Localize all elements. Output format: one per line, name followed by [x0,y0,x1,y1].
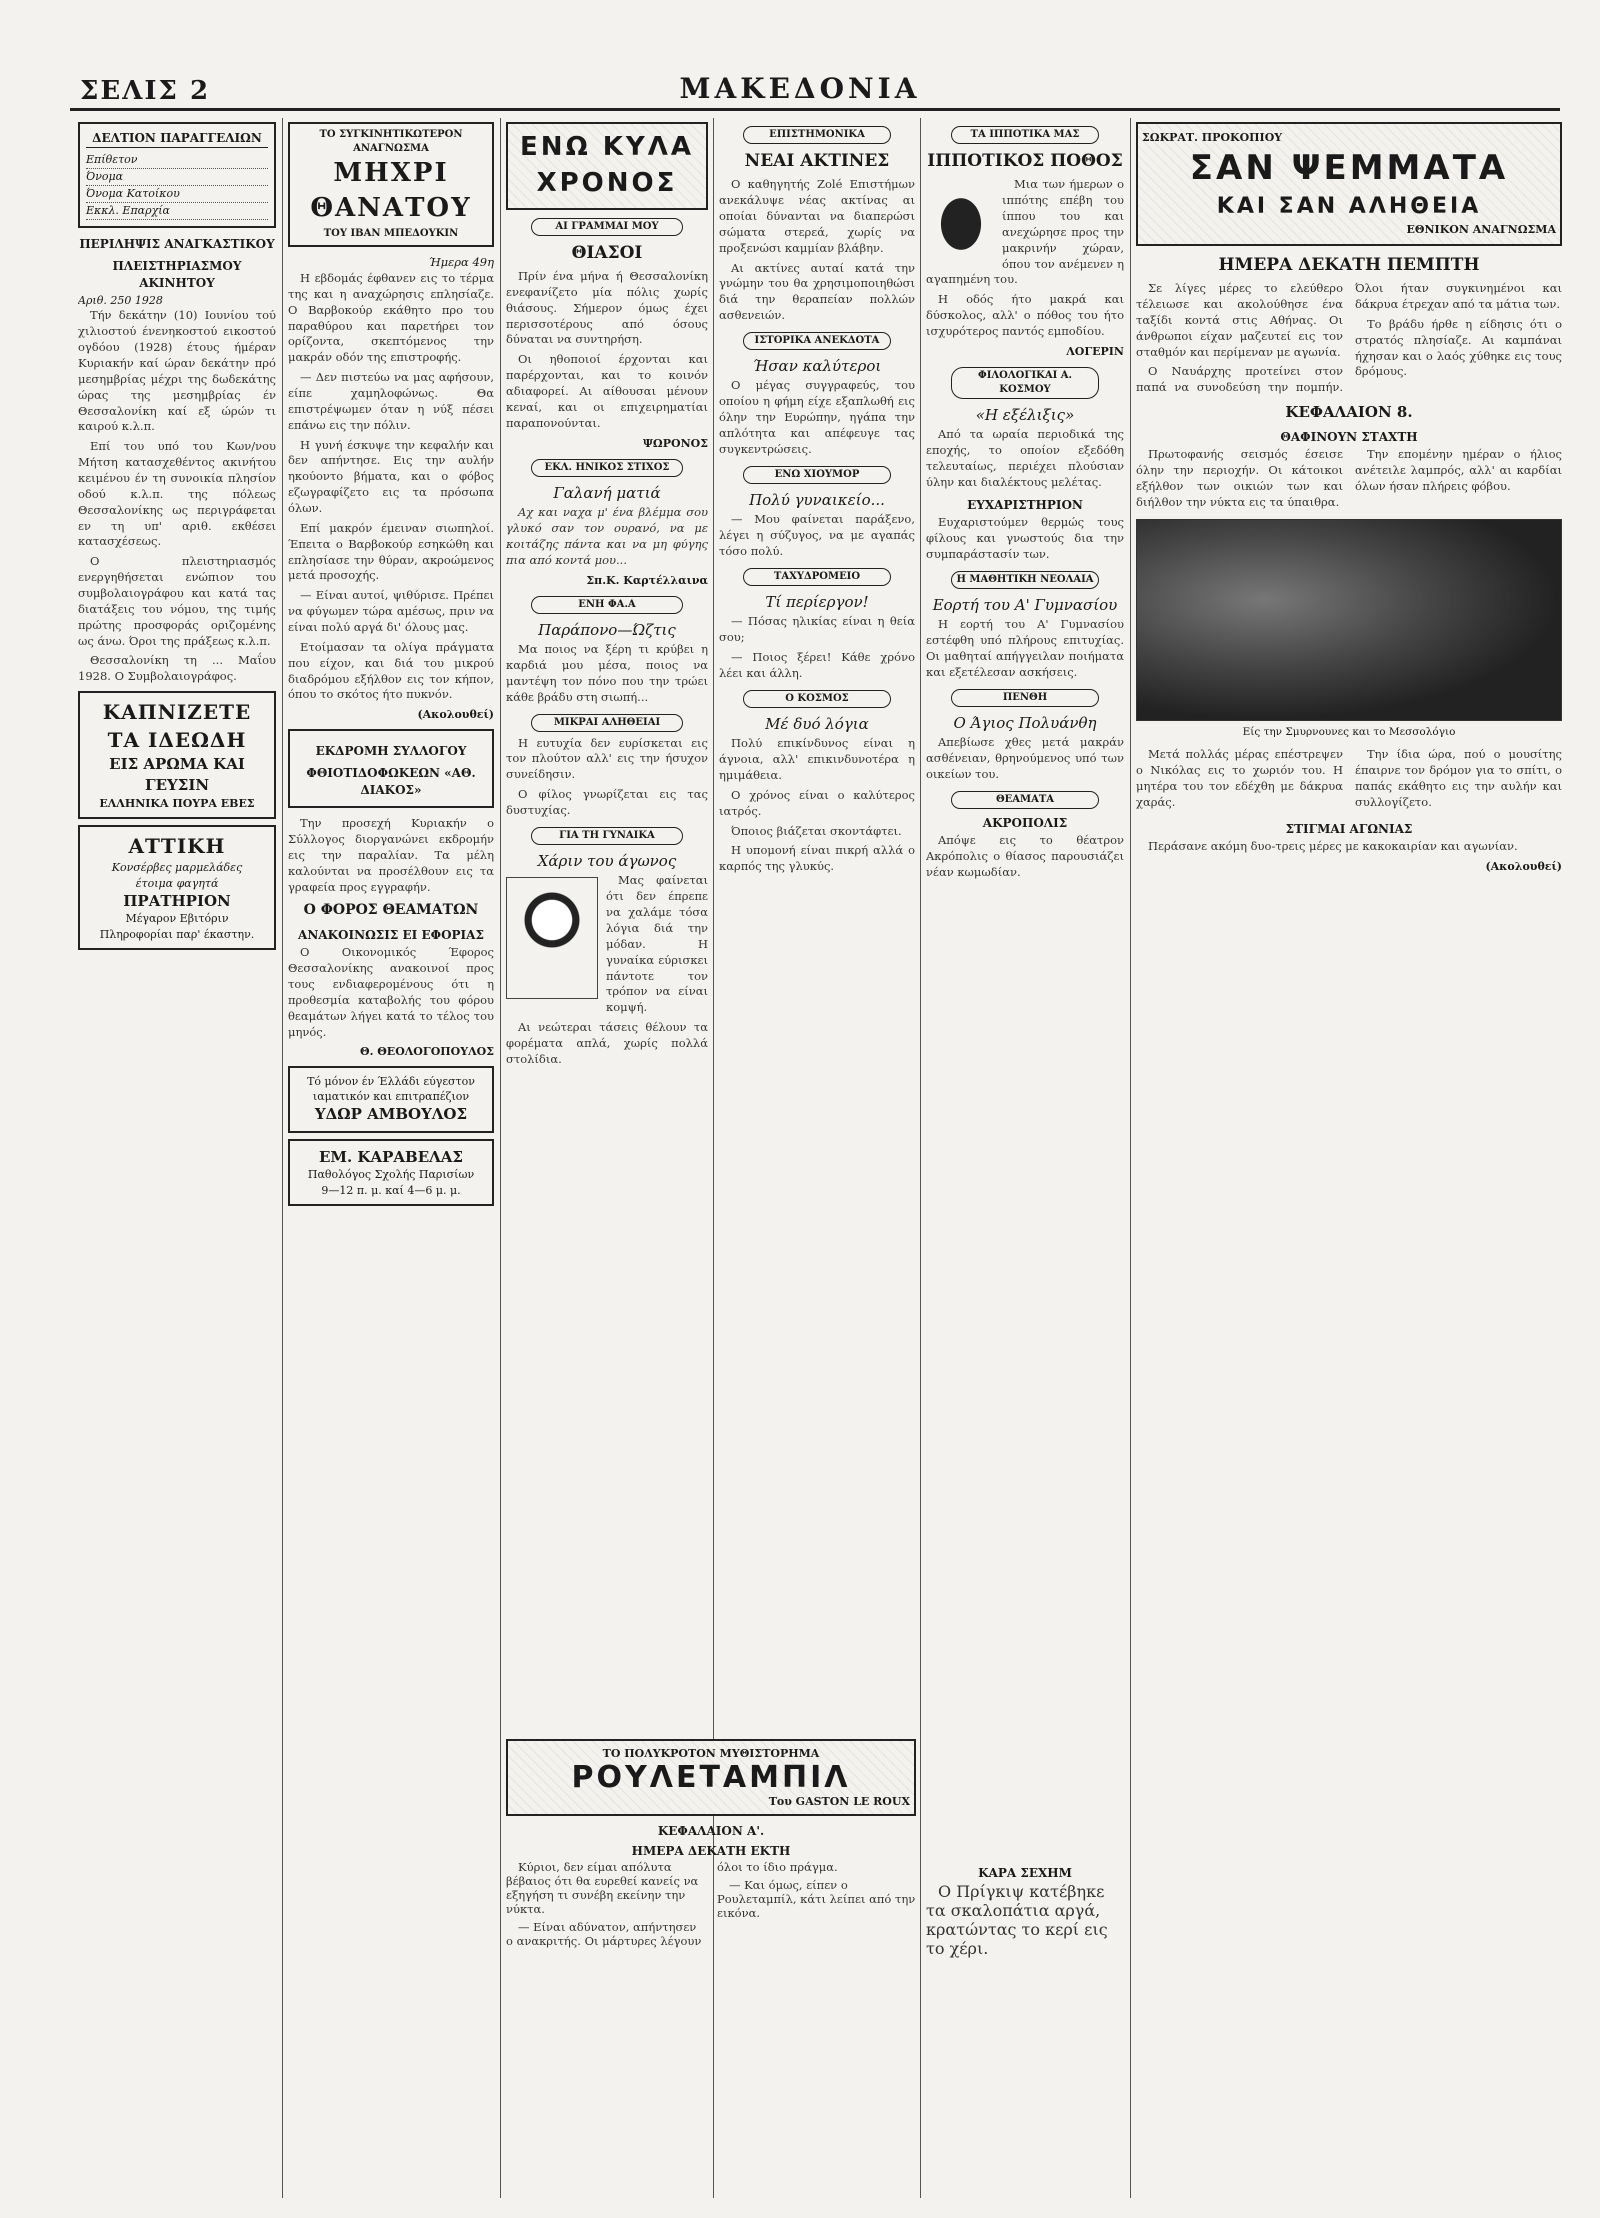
school-body: Η εορτή του Α' Γυμνασίου εστέφθη υπό πλήρους επιτυχίας. Οι μαθηταί απήγγειλαν ποιήματα και εξετέλεσαν ασκήσεις. [926,617,1124,679]
legal-notice-body: Τήν δεκάτην (10) Ιουνίου τού χιλιοστού ένενηκοστού εικοστού ογδόου (1928) έτους ήμέραν Κυριακήν καί ώραν δεκάτην πρό μεσημβρίας μέχρι της δωδεκάτης ώρας της μεσημβρίας έν Θεσσαλονίκη καί εξ ώρών τι καιρού κ.λ.π. Επί του υπό του Κων/νου Μήτση κατασχεθέντος ακινήτου κειμένου έν τη συνοικία πλησίον οδού κ.λ.π. της πόλεως Θεσσαλονίκης ως περιγράφεται εν τη υπ' αριθ. εκθέσει κατασχέσεως. Ο πλειστηριασμός ενεργηθήσεται ενώπιον του συμβολαιογράφου και κατά τας διατάξεις του νόμου, της τιμής πρώτης προσφοράς οριζομένης ως άνω. Όροι της πράξεως κ.λ.π. Θεσσαλονίκη τη ... Μαΐου 1928. Ο Συμβολαιογράφος. [78,308,276,684]
truths-body: Η ευτυχία δεν ευρίσκεται εις τον πλούτον αλλ' εις την ήσυχον συνείδησιν. Ο φίλος γνωρίζεται εις τας δυστυχίας. [506,735,708,818]
attiki-title: ΑΤΤΙΚΗ [128,833,226,858]
serial-day: Ήμερα 49η [428,255,494,270]
battle-scene-photo [1136,519,1562,721]
column-2 [288,118,494,2198]
roulettabille-header [506,1739,916,1816]
kara-section [926,1860,1124,1962]
kara-body: Ο Πρίγκιψ κατέβηκε τα σκαλοπάτια αργά, κρατώντας το κερί εις το χέρι. [926,1882,1108,1958]
theater-body: Απόψε εις το θέατρον Ακρόπολις ο θίασος παρουσιάζει νέαν κωμωδίαν. [926,833,1124,879]
tag-world: Ο ΚΟΣΜΟΣ [743,690,890,708]
tag-poem2: ΕΝΗ ΦΑ.Α [531,596,682,614]
thanks-title: ΕΥΧΑΡΙΣΤΗΡΙΟΝ [967,497,1083,512]
serial-title: ΜΗΧΡΙ ΘΑΝΑΤΟΥ [310,157,472,224]
philology-sub: «Η εξέλιξις» [975,405,1075,424]
attiki-ad [78,825,276,950]
standing-title: ΣΤΙΓΜΑΙ ΑΓΩΝΙΑΣ [1285,821,1413,836]
column-6 [1136,118,1562,2198]
poem1-title: Γαλανή ματιά [553,483,661,502]
section-title-thiasoi: ΘΙΑΣΟΙ [571,242,643,263]
chapter-body: Πρωτοφανής σεισμός έσεισε όλην την περιοχήν. Οι κάτοικοι εξήλθον των οικιών των και διήλθον την νύκτα εις τα ύπαιθρα. Την επομένην ημέραν ο ήλιος ανέτειλε λαμπρός, αλλ' αι καρδίαι όλων ήσαν πλήρεις φόβου. [1136,447,1562,509]
attiki-line: Κονσέρβες μαρμελάδες [111,861,243,875]
section-tag-letters: ΑΙ ΓΡΑΜΜΑΙ ΜΟΥ [531,218,682,236]
serial-body: Η εβδομάς έφθανεν εις το τέρμα της και η αναχώρησις επλησίαζε. Ο Βαρβοκούρ εκάθητο προ του παραθύρου και παρετήρει τον ορίζοντα, σκεπτόμενος την μακράν οδόν της επιστροφής. — Δεν πιστεύω να μας αφήσουν, είπε χαμηλοφώνως. Θα επιστρέψωμεν όταν η νύξ πέσει επάνω εις την πόλιν. Η γυνή έσκυψε την κεφαλήν και δεν απήντησε. Εις την αυλήν ηκούοντο βήματα, και ο φόβος εζωγραφίζετο εις τα πρόσωπα όλων. Επί μακρόν έμειναν σιωπηλοί. Έπειτα ο Βαρβοκούρ εσηκώθη και επλησίασε την θύραν, ακροώμενος μετά προσοχής. — Είναι αυτοί, ψιθύρισε. Πρέπει να φύγωμεν τώρα αμέσως, πριν να είναι πολύ αργά δι' όλους μας. Ετοίμασαν τα ολίγα πράγματα που είχον, και διά του μικρού διαδρόμου εξήλθον εις τον κήπον, όπου το σκότος ήτο πυκνόν. [288,271,494,702]
thiasoi-sign: ΨΩΡΟΝΟΣ [642,436,708,450]
thanks-body: Ευχαριστούμεν θερμώς τους φίλους και γνωστούς δια την συμπαράστασίν των. [926,515,1124,561]
history-body: Ο μέγας συγγραφεύς, του οποίου η φήμη είχε εξαπλωθή εις όλην την Ευρώπην, ηγάπα την απλότητα και απέφευγε τας συγκεντρώσεις. [719,378,915,456]
woman-body: Μας φαίνεται ότι δεν έπρεπε να χαλάμε τόσα λόγια διά την μόδαν. Η γυναίκα εύρισκει πάντοτε τον τρόπον να είναι κομψή. Αι νεώτεραι τάσεις θέλουν τα φορέματα απλά, χωρίς πολλά στολίδια. [506,873,708,1066]
kara-title: ΚΑΡΑ ΣΕΧΗΜ [978,1866,1072,1880]
world-body: Πολύ επικίνδυνος είναι η άγνοια, αλλ' επικινδυνοτέρα η ημιμάθεια. Ο χρόνος είναι ο καλύτερος ιατρός. Όποιος βιάζεται σκοντάφτει. Η υπομονή είναι πικρή αλλά ο καρπός της γλυκύς. [719,736,915,874]
tag-science: ΕΠΙΣΤΗΜΟΝΙΚΑ [743,126,890,144]
serial2-body-2: Μετά πολλάς μέρας επέστρεψεν ο Νικόλας εις το χωριόν του. Η μητέρα του τον εδέχθη με δάκρυα χαράς. Την ίδια ώρα, πού ο μουσίτης έπαιρνε τον δρόμον για το σπίτι, ο παπάς εκάθητο εις την αυλήν και συλλογίζετο. [1136,747,1562,809]
magazine-title: ΕΝΩ ΚΥΛΑ ΧΡΟΝΟΣ [520,132,694,198]
tax-title: Ο ΦΟΡΟΣ ΘΕΑΜΑΤΩΝ [303,902,479,919]
tax-body: Ο Οικονομικός Έφορος Θεσσαλονίκης ανακοινοί προς τους ενδιαφερομένους ότι η προθεσμία καταβολής του φόρου θεαμάτων λήγει κατά το τέλος του μηνός. [288,945,494,1039]
water-intro: Τό μόνον έν Έλλάδι εύγεστον ιαματικόν και επιτραπέζιον [307,1074,475,1103]
poem2-title: Παράπονο—Ώζτις [538,620,676,639]
history-title: Ήσαν καλύτεροι [752,356,882,375]
club-title: ΕΚΔΡΟΜΗ ΣΥΛΛΟΓΟΥ [315,743,467,758]
poem1-body: Αχ και ναχα μ' ένα βλέμμα σου γλυκό σαν τον ουρανό, να με κοιτάζης πάντα και να μη φύγης πια από κοντά μου... [506,505,708,567]
serial-header [288,122,494,247]
photo-caption: Είς την Σμυρνουνες και το Μεσσολόγιο [1242,725,1456,738]
order-form[interactable] [78,122,276,228]
roulettabille-chapter: ΚΕΦΑΛΑΙΟΝ Α'. [657,1824,765,1838]
serial-tag: ΤΟ ΣΥΓΚΙΝΗΤΙΚΩΤΕΡΟΝ ΑΝΑΓΝΩΣΜΑ [319,129,463,154]
form-field-surname[interactable]: Επίθετον [86,152,268,169]
column-divider [500,118,501,2198]
humor-title: Πολύ γυναικείο... [749,490,885,509]
poem1-sign: Σπ.Κ. Καρτέλλαινα [586,573,708,587]
theater-name: ΑΚΡΟΠΟΛΙΣ [982,815,1068,830]
serial2-header [1136,122,1562,246]
club-body: Την προσεχή Κυριακήν ο Σύλλογος διοργανώνει εκδρομήν εις την παραλίαν. Τα μέλη καλούνται να προσέλθουν εις τα γραφεία προς εγγραφήν. [288,816,494,894]
mourning-body: Απεβίωσε χθες μετά μακράν ασθένειαν, θρηνούμενος υπό των οικείων του. [926,735,1124,781]
science-body: Ο καθηγητής Zolé Επιστήμων ανεκάλυψε νέας ακτίνας αι οποίαι δύνανται να διαπερώσι σώματα στερεά, χωρίς να προξενώσι καμμίαν βλάβην. Αι ακτίνες αυταί κατά την γνώμην του θα χρησιμοποιηθώσι διά την θεραπείαν πολλών ασθενειών. [719,177,915,323]
serial2-title2: ΚΑΙ ΣΑΝ ΑΛΗΘΕΙΑ [1216,194,1482,220]
horse-sign: ΛΟΓΕΡΙΝ [1066,344,1124,358]
masthead-rule [70,108,1560,111]
legal-notice-title: ΠΕΡΙΛΗΨΙΣ ΑΝΑΓΚΑΣΤΙΚΟΥ [79,236,275,251]
tag-extra: ΤΑΧΥΔΡΟΜΕΙΟ [743,568,890,586]
woman-title: Χάριν του άγωνος [537,851,677,870]
day-title: ΗΜΕΡΑ ΔΕΚΑΤΗ ΠΕΜΠΤΗ [1218,254,1480,275]
cigar-ad-brand: ΕΛΛΗΝΙΚΑ ΠΟΥΡΑ ΕΒΕΣ [99,796,255,810]
tag-philology: ΦΙΛΟΛΟΓΙΚΑΙ Α. ΚΟΣΜΟΥ [951,367,1100,399]
tag-school: Η ΜΑΘΗΤΙΚΗ ΝΕΟΛΑΙΑ [951,571,1100,589]
tag-humor: ΕΝΩ ΧΙΟΥΜΟΡ [743,466,890,484]
roulettabille-serial [506,1735,916,1948]
serial2-sign: (Ακολουθεί) [1485,860,1562,874]
attiki-line2: έτοιμα φαγητά [135,876,219,890]
roulettabille-author: Του GASTON LE ROUX [768,1795,910,1808]
order-form-title: ΔΕΛΤΙΟΝ ΠΑΡΑΓΓΕΛΙΩΝ [86,130,268,148]
form-field-province[interactable]: Εκκλ. Επαρχία [86,203,268,220]
tag-woman: ΓΙΑ ΤΗ ΓΥΝΑΙΚΑ [531,827,682,845]
masthead [0,0,1600,115]
tag-poem: ΕΚΛ. ΗΝΙΚΟΣ ΣΤΙΧΟΣ [531,459,682,477]
roulettabille-day: ΗΜΕΡΑ ΔΕΚΑΤΗ ΕΚΤΗ [631,1844,791,1858]
page-label: ΣΕΛΙΣ 2 [80,76,211,106]
form-field-name[interactable]: Όνομα [86,169,268,186]
tag-theater: ΘΕΑΜΑΤΑ [951,791,1100,809]
column-divider [920,118,921,2198]
standing-body: Περάσανε ακόμη δυο-τρεις μέρες με κακοκαιρίαν και αγωνίαν. [1148,839,1518,854]
serial2-author: ΣΩΚΡΑΤ. ΠΡΟΚΟΠΙΟΥ [1142,131,1283,144]
club-notice [288,729,494,809]
tag-history: ΙΣΤΟΡΙΚΑ ΑΝΕΚΔΟΤΑ [743,332,890,350]
curious-title: Τί περίεργον! [765,592,869,611]
roulettabille-title: ΡΟΥΛΕΤΑΜΠΙΛ [571,1760,851,1795]
roulettabille-tag: ΤΟ ΠΟΛΥΚΡΟΤΟΝ ΜΥΘΙΣΤΟΡΗΜΑ [602,1747,820,1760]
curious-body: — Πόσας ηλικίας είναι η θεία σου; — Ποιος ξέρει! Κάθε χρόνο λέει και άλλη. [719,614,915,680]
world-title: Μέ δυό λόγια [765,714,869,733]
serial2-body: Σε λίγες μέρες το ελεύθερο τέλειωσε και ακολούθησε ένα ταξίδι κοντά στις Αθήνας. Οι άνθρωποι είχαν μαζευτεί εις τον σταθμόν και περίμεναν με αγωνία. Ο Ναυάρχης προτείνει στον παπά να συνοδεύση την πομπήν. Όλοι ήταν συγκινημένοι και δάκρυα έτρεχαν από τα μάτια των. Το βράδυ ήρθε η είδησις ότι ο στρατός πλησίαζε. Αι καμπάναι ήχησαν και ο λαός χύθηκε εις τους δρόμους. [1136,281,1562,395]
water-ad [288,1066,494,1133]
doctor-name: ΕΜ. ΚΑΡΑΒΕΛΑΣ [318,1147,464,1166]
attiki-note: Πληροφορίαι παρ' έκαστην. [99,927,255,941]
tag-mourning: ΠΕΝΘΗ [951,689,1100,707]
form-field-residence[interactable]: Όνομα Κατοίκου [86,186,268,203]
mourning-title: Ο Άγιος Πολυάνθη [953,713,1097,732]
paper-name: ΜΑΚΕΔΟΝΙΑ [679,72,921,105]
column-divider [282,118,283,2198]
magazine-header [506,122,708,210]
tax-sub: ΑΝΑΚΟΙΝΩΣΙΣ ΕΙ ΕΦΟΡΙΑΣ [298,927,484,942]
serial2-sub: ΕΘΝΙΚΟΝ ΑΝΑΓΝΩΣΜΑ [1406,223,1556,237]
column-1 [78,118,276,2198]
chapter-sub: ΘΑΦΙΝΟΥΝ ΣΤΑΧΤΗ [1280,429,1418,444]
doctor-hours: 9—12 π. μ. καί 4—6 μ. μ. [321,1183,461,1197]
cigar-ad-title: ΚΑΠΝΙΖΕΤΕ ΤΑ ΙΔΕΩΔΗ [102,700,252,752]
school-title: Εορτή του Α' Γυμνασίου [932,595,1118,614]
club-sub: ΦΘΙΟΤΙΔΟΦΩΚΕΩΝ «ΑΘ. ΔΙΑΚΟΣ» [306,766,476,797]
horse-title: ΙΠΠΟΤΙΚΟΣ ΠΟΘΟΣ [927,150,1123,171]
tax-sign: Θ. ΘΕΟΛΟΓΟΠΟΥΛΟΣ [359,1045,494,1059]
cigar-ad-sub: ΕΙΣ ΑΡΩΜΑ ΚΑΙ ΓΕΥΣΙΝ [109,755,245,794]
attiki-store: ΠΡΑΤΗΡΙΟΝ [123,891,231,910]
cigar-ad [78,691,276,819]
humor-body: — Μου φαίνεται παράξενο, λέγει η σύζυγος, να με αγαπάς τόσο πολύ. [719,512,915,558]
horse-body: Μια των ήμερων ο ιππότης επέβη του ίππου του και ανεχώρησε προς την μακρινήν χώραν, όπου τον ανέμενεν η αγαπημένη του. Η οδός ήτο μακρά και δύσκολος, αλλ' ο πόθος του ήτο ισχυρότερος παντός εμποδίου. [926,177,1124,338]
poem2-body: Μα ποιος να ξέρη τι κρύβει η καρδιά μου μέσα, ποιος να μαντέψη τον πόνο που την τρώει κάθε βράδυ στη σιωπή... [506,642,708,704]
serial-author: ΤΟΥ ΙΒΑΝ ΜΠΕΔΟΥΚΙΝ [323,228,459,240]
thiasoi-body: Πρίν ένα μήνα ή Θεσσαλονίκη ενεφανίζετο μία πόλις χωρίς θιάσους. Σήμερον όμως έχει περισσοτέρους από όσους δύναται να συντηρήση. Οι ηθοποιοί έρχονται και παρέρχονται, και το κοινόν αδιαφορεί. Αι αίθουσαι μένουν κεναί, και οι επιχειρηματίαι παραπονούνται. [506,269,708,430]
woman-portrait-illustration [506,877,598,999]
column-divider [1130,118,1131,2198]
serial-sign: (Ακολουθεί) [417,708,494,722]
doctor-ad [288,1139,494,1206]
chapter-title: ΚΕΦΑΛΑΙΟΝ 8. [1285,403,1413,422]
roulettabille-body: Κύριοι, δεν είμαι απόλυτα βέβαιος ότι θα ευρεθεί κανείς να εξηγήση τι συνέβη εκείνην την νύκτα. — Είναι αδύνατον, απήντησεν ο ανακριτής. Οι μάρτυρες λέγουν όλοι το ίδιο πράγμα. — Και όμως, είπεν ο Ρουλεταμπίλ, κάτι λείπει από την εικόνα. [506,1860,916,1948]
legal-notice-ref: Αριθ. 250 1928 [78,294,163,308]
horse-rider-illustration [926,179,996,269]
serial2-title: ΣΑΝ ΨΕΜΜΑΤΑ [1189,148,1509,189]
doctor-desc: Παθολόγος Σχολής Παρισίων [307,1168,475,1182]
tag-truths: ΜΙΚΡΑΙ ΑΛΗΘΕΙΑΙ [531,714,682,732]
legal-notice-subtitle: ΠΛΕΙΣΤΗΡΙΑΣΜΟΥ ΑΚΙΝΗΤΟΥ [112,259,242,290]
philology-body: Από τα ωραία περιοδικά της εποχής, το οποίον εξεδόθη τελευταίως, περιέχει πλούσιαν ύλην και διαλέκτους μελέτας. [926,427,1124,489]
tag-horse: ΤΑ ΙΠΠΟΤΙΚΑ ΜΑΣ [951,126,1100,144]
water-title: ΥΔΩΡ ΑΜΒΟΥΛΟΣ [314,1104,468,1123]
attiki-place: Μέγαρον Εβιτόριν [125,912,229,926]
science-title: ΝΕΑΙ ΑΚΤΙΝΕΣ [744,150,890,171]
